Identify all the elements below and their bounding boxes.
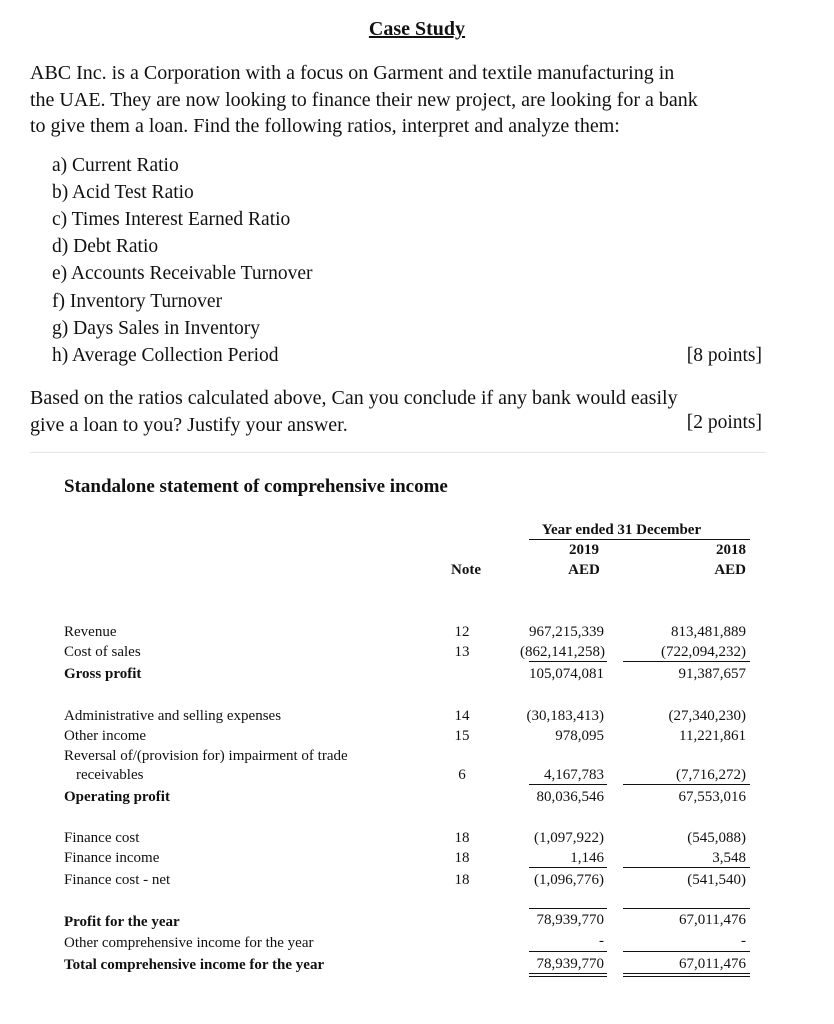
points-label: [2 points] <box>686 412 762 433</box>
row-2018: 813,481,889 <box>671 624 746 640</box>
total-rule <box>529 908 607 909</box>
row-2019: - <box>599 933 604 949</box>
row-2018: (722,094,232) <box>661 644 746 660</box>
row-label: Finance income <box>64 850 160 866</box>
question-line: Based on the ratios calculated above, Can you conclude if any bank would easily <box>30 387 678 409</box>
currency-2019: AED <box>568 562 600 578</box>
intro-line: to give them a loan. Find the following ratios, interpret and analyze them: <box>30 115 620 137</box>
row-2018: (27,340,230) <box>668 708 746 724</box>
row-note: 6 <box>458 767 466 783</box>
double-underline <box>623 973 750 977</box>
subtotal-rule <box>623 951 750 952</box>
points-label: [8 points] <box>686 345 762 366</box>
row-2018: 67,011,476 <box>679 912 746 928</box>
question-paragraph <box>30 385 770 438</box>
year-2019: 2019 <box>569 542 599 558</box>
statement-title: Standalone statement of comprehensive income <box>64 476 448 497</box>
row-2019: 78,939,770 <box>536 912 604 928</box>
row-2018: 91,387,657 <box>678 666 746 682</box>
ratio-item: f) Inventory Turnover <box>52 291 223 312</box>
divider <box>30 452 766 453</box>
subtotal-rule <box>623 784 750 785</box>
row-label: Other comprehensive income for the year <box>64 935 314 951</box>
row-note: 14 <box>454 708 470 724</box>
row-2018: (545,088) <box>687 830 746 846</box>
row-2018: (7,716,272) <box>676 767 746 783</box>
subtotal-rule <box>623 867 750 868</box>
ratio-item: h) Average Collection Period <box>52 345 279 366</box>
period-header: Year ended 31 December <box>541 522 702 538</box>
row-2018: - <box>741 933 746 949</box>
row-2019: (1,097,922) <box>534 830 604 846</box>
row-label: Profit for the year <box>64 914 180 930</box>
row-label: Revenue <box>64 624 117 640</box>
row-2019: 105,074,081 <box>529 666 604 682</box>
row-2018: 67,553,016 <box>678 789 746 805</box>
intro-line: ABC Inc. is a Corporation with a focus on Garment and textile manufacturing in <box>30 62 675 84</box>
row-2019: 78,939,770 <box>536 956 604 972</box>
row-label: Gross profit <box>64 666 142 682</box>
row-note: 18 <box>454 850 470 866</box>
page-title: Case Study <box>368 18 466 40</box>
double-underline <box>529 973 607 977</box>
year-2018: 2018 <box>716 542 746 558</box>
row-2018: 67,011,476 <box>679 956 746 972</box>
ratio-item: c) Times Interest Earned Ratio <box>52 209 291 230</box>
ratio-item: d) Debt Ratio <box>52 236 159 257</box>
row-2019: (1,096,776) <box>534 872 604 888</box>
row-note: 18 <box>454 830 470 846</box>
row-note: 18 <box>454 872 470 888</box>
row-note: 12 <box>454 624 470 640</box>
ratio-item: e) Accounts Receivable Turnover <box>52 263 313 284</box>
row-label: Reversal of/(provision for) impairment of trade <box>64 748 348 764</box>
row-label: Total comprehensive income for the year <box>64 957 325 973</box>
row-2019: 4,167,783 <box>544 767 604 783</box>
row-label: Other income <box>64 728 147 744</box>
ratio-item: g) Days Sales in Inventory <box>52 318 260 339</box>
intro-paragraph <box>30 60 770 140</box>
subtotal-rule <box>529 661 607 662</box>
question-line: give a loan to you? Justify your answer. <box>30 413 348 436</box>
row-label: Finance cost <box>64 830 140 846</box>
row-label-continued: receivables <box>76 767 144 783</box>
row-note: 15 <box>454 728 470 744</box>
ratio-item: b) Acid Test Ratio <box>52 182 194 203</box>
note-header: Note <box>451 562 481 578</box>
row-label: Finance cost - net <box>64 872 171 888</box>
row-2019: 978,095 <box>555 728 604 744</box>
row-2018: (541,540) <box>687 872 746 888</box>
row-label: Operating profit <box>64 789 170 805</box>
row-2019: (862,141,258) <box>520 644 605 660</box>
subtotal-rule <box>529 951 607 952</box>
row-label: Cost of sales <box>64 644 141 660</box>
currency-2018: AED <box>714 562 746 578</box>
row-2018: 3,548 <box>712 850 746 866</box>
subtotal-rule <box>623 661 750 662</box>
subtotal-rule <box>529 784 607 785</box>
row-2019: 1,146 <box>570 850 604 866</box>
intro-line: the UAE. They are now looking to finance their new project, are looking for a bank <box>30 88 698 111</box>
subtotal-rule <box>529 867 607 868</box>
row-label: Administrative and selling expenses <box>64 708 282 724</box>
row-2019: 80,036,546 <box>536 789 604 805</box>
row-note: 13 <box>454 644 470 660</box>
total-rule <box>623 908 750 909</box>
ratio-item: a) Current Ratio <box>52 155 179 176</box>
row-2018: 11,221,861 <box>679 728 746 744</box>
header-rule <box>529 539 750 540</box>
row-2019: (30,183,413) <box>526 708 604 724</box>
row-2019: 967,215,339 <box>529 624 604 640</box>
